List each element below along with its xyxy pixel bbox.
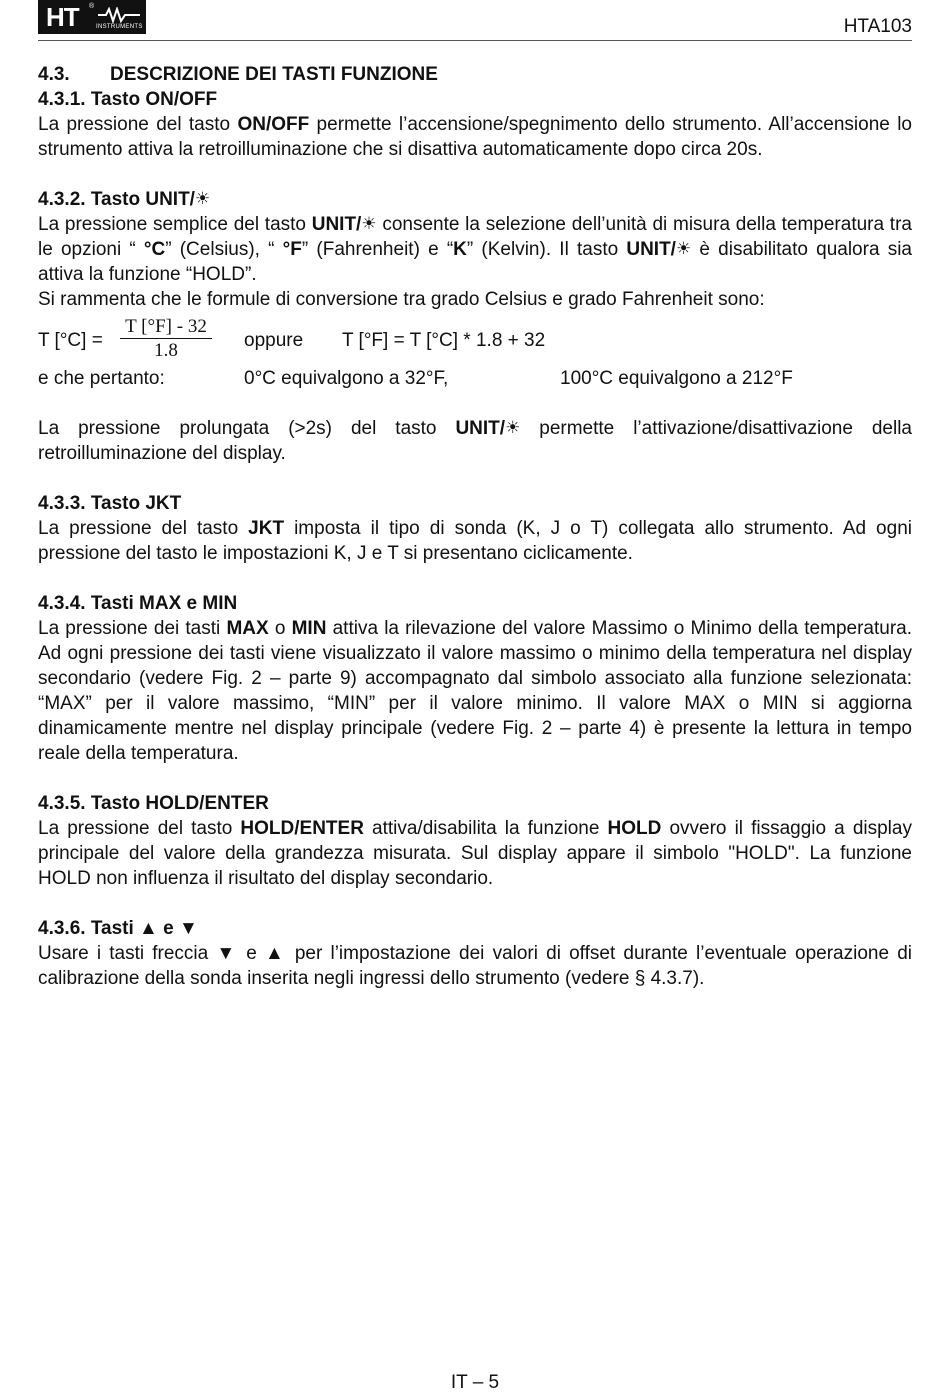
fraction-numerator: T [°F] - 32	[120, 316, 212, 339]
key-min: MIN	[291, 618, 327, 639]
text: consente la selezione dell’unità di misura della temperatura tra le opzioni “	[38, 214, 912, 260]
logo-subtext: INSTRUMENTS	[96, 24, 143, 30]
equivalence-label: e che pertanto:	[38, 368, 165, 389]
backlight-icon: ☀	[194, 189, 211, 208]
waveform-icon	[98, 7, 140, 23]
text: ovvero il fissaggio a display principale del valore della grandezza misurata. Sul display appare il simbolo "HOLD". La funzione HOLD non influenza il risultato del display secondario.	[38, 818, 912, 889]
text: o	[268, 618, 292, 639]
backlight-icon: ☀	[361, 214, 377, 233]
logo-text: HT	[46, 2, 79, 32]
backlight-icon: ☀	[675, 239, 692, 258]
registered-mark: ®	[89, 3, 95, 10]
text: ” (Kelvin). Il tasto	[466, 239, 627, 260]
paragraph-jkt	[38, 516, 912, 566]
paragraph-unit	[38, 212, 912, 287]
text: permette l’accensione/spegnimento dello strumento. All’accensione lo strumento attiva la retroilluminazione che si disattiva automaticamente dopo circa 20s.	[38, 114, 912, 160]
equivalence-freezing: 0°C equivalgono a 32°F,	[244, 368, 449, 389]
text: ” (Fahrenheit) e “	[301, 239, 454, 260]
paragraph-max-min	[38, 616, 912, 766]
paragraph-backlight	[38, 416, 912, 466]
formula-fahrenheit: T [°F] = T [°C] * 1.8 + 32	[342, 330, 546, 351]
fraction-denominator: 1.8	[154, 340, 178, 361]
text: La pressione del tasto	[38, 518, 249, 539]
header-divider	[38, 40, 912, 41]
page-number: IT – 5	[450, 1372, 500, 1393]
backlight-icon: ☀	[505, 418, 521, 437]
unit-celsius: °C	[143, 239, 166, 260]
key-unit: UNIT/	[311, 214, 362, 235]
equivalence-row	[38, 366, 912, 391]
paragraph-arrows: Usare i tasti freccia ▼ e ▲ per l’impostazione dei valori di offset durante l’eventuale operazione di calibrazione della sonda inserita negli ingressi dello strumento (vedere § 4.3.7).	[38, 943, 912, 989]
heading-4-3-1: 4.3.1. Tasto ON/OFF	[38, 89, 218, 110]
section-heading	[38, 62, 912, 87]
unit-kelvin: K	[453, 239, 467, 260]
text: è disabilitato qualora sia attiva la funzione “HOLD”.	[38, 239, 912, 285]
key-max: MAX	[226, 618, 269, 639]
text: permette l’attivazione/disattivazione della retroilluminazione del display.	[38, 418, 912, 464]
key-unit: UNIT/	[455, 418, 506, 439]
paragraph-hold	[38, 816, 912, 891]
equivalence-boiling: 100°C equivalgono a 212°F	[560, 368, 793, 389]
heading-text: 4.3.2. Tasto UNIT/	[38, 189, 195, 210]
document-body	[38, 62, 912, 991]
key-hold-enter: HOLD/ENTER	[240, 818, 364, 839]
key-on-off: ON/OFF	[237, 114, 310, 135]
text: La pressione dei tasti	[38, 618, 227, 639]
formula-fraction	[120, 316, 212, 361]
heading-4-3-6: 4.3.6. Tasti ▲ e ▼	[38, 918, 198, 939]
heading-4-3-4: 4.3.4. Tasti MAX e MIN	[38, 593, 238, 614]
text: ” (Celsius), “	[165, 239, 283, 260]
paragraph-on-off	[38, 112, 912, 162]
unit-fahrenheit: °F	[282, 239, 302, 260]
key-unit: UNIT/	[626, 239, 676, 260]
formula-or: oppure	[244, 330, 304, 351]
model-name: HTA103	[843, 16, 912, 37]
function-hold: HOLD	[607, 818, 662, 839]
text: attiva/disabilita la funzione	[363, 818, 608, 839]
section-title: DESCRIZIONE DEI TASTI FUNZIONE	[110, 64, 438, 85]
text: La pressione del tasto	[38, 818, 241, 839]
paragraph-formula-intro: Si rammenta che le formule di conversione tra grado Celsius e grado Fahrenheit sono:	[38, 289, 765, 310]
text: imposta il tipo di sonda (K, J o T) collegata allo strumento. Ad ogni pressione del tasto le impostazioni K, J e T si presentano ciclicamente.	[38, 518, 912, 564]
text: La pressione prolungata (>2s) del tasto	[38, 418, 456, 439]
text: La pressione del tasto	[38, 114, 238, 135]
heading-4-3-5: 4.3.5. Tasto HOLD/ENTER	[38, 793, 269, 814]
text: La pressione semplice del tasto	[38, 214, 312, 235]
heading-4-3-2	[38, 187, 912, 212]
key-jkt: JKT	[248, 518, 285, 539]
text: attiva la rilevazione del valore Massimo o Minimo della temperatura. Ad ogni pressione dei tasti viene visualizzato il valore massimo o minimo della temperatura nel display secondario (vedere Fig. 2 – parte 9) accompagnato dal simbolo associato alla funzione selezionata: “MAX” per il valore massimo, “MIN” per il valore minimo. Il valore MAX o MIN si aggiorna dinamicamente mentre nel display principale (vedere Fig. 2 – parte 4) è presente la lettura in tempo reale della temperatura.	[38, 618, 912, 764]
heading-4-3-3: 4.3.3. Tasto JKT	[38, 493, 182, 514]
conversion-formulas	[38, 316, 912, 366]
formula-lhs: T [°C] =	[38, 330, 103, 351]
brand-logo	[38, 0, 146, 34]
section-number: 4.3.	[38, 64, 70, 85]
